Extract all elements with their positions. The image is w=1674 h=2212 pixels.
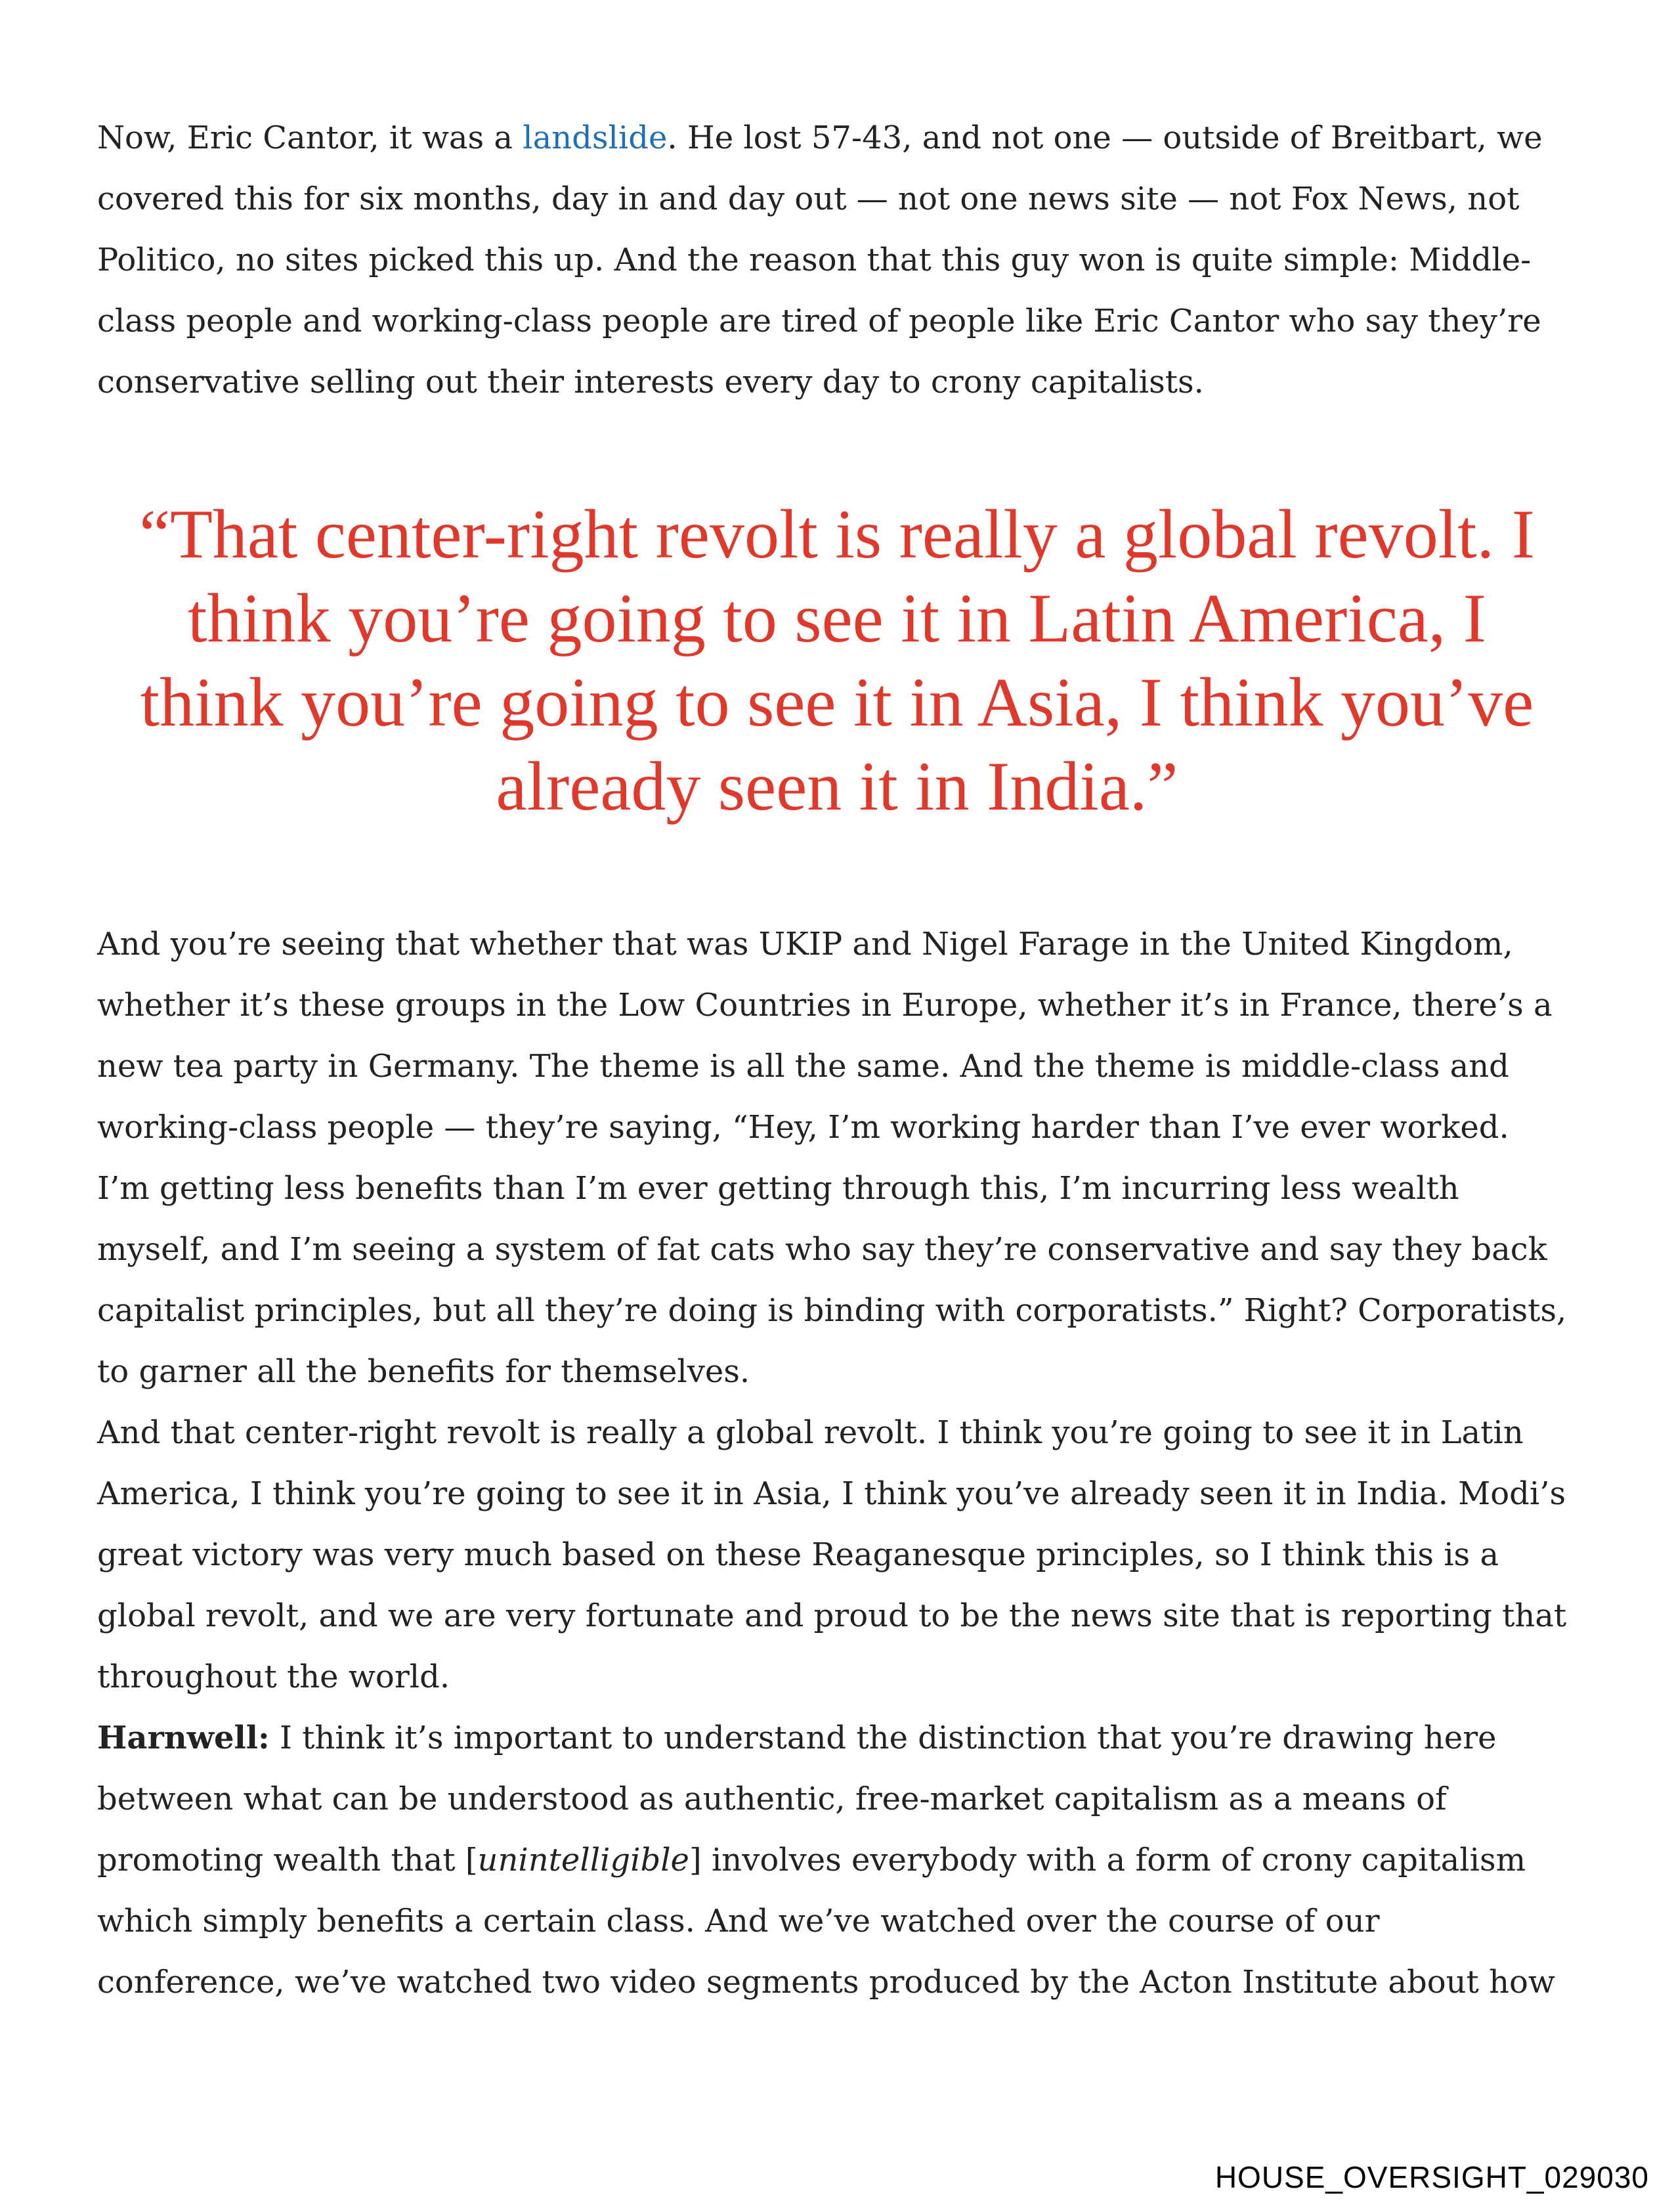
body-paragraph-3: And that center-right revolt is really a global revolt. I think you’re going to see it in Latin America, I think you’re going to see it in Asia, I think you’ve already seen it in India. Modi’s great victory was very much based on these Reaganesque principles, so I think this is a global revolt, and we are very fortunate and proud to be the news site that is reporting that throughout the world. [97, 1414, 1567, 1695]
paragraph-text: . He lost 57-43, and not one — outside of Breitbart, we covered this for six months, day in and day out — not one news site — not Fox News, not Politico, no sites picked this up. And the reason that this guy won is quite simple: Middle-class people and working-class people are tired of people like Eric Cantor who say they’re conservative selling out their interests every day to crony capitalists. [97, 119, 1543, 401]
document-id-footer: HOUSE_OVERSIGHT_029030 [1214, 2160, 1649, 2194]
paragraph-text: I think it’s important to understand the distinction that you’re drawing here between what can be understood as authentic, free-market capitalism as a means of promoting wealth that [ [97, 1720, 1497, 1878]
pull-quote: “That center-right revolt is really a global revolt. I think you’re going to see it in Latin America, I think you’re going to see it in Asia, I think you’ve already seen it in India.” [139, 496, 1535, 825]
italic-note: unintelligible [477, 1842, 689, 1878]
body-paragraph-2: And you’re seeing that whether that was UKIP and Nigel Farage in the United Kingdom, whether it’s these groups in the Low Countries in Europe, whether it’s in France, there’s a new tea party in Germany. The theme is all the same. And the theme is middle-class and working-class people — they’re saying, “Hey, I’m working harder than I’ve ever worked. I’m getting less benefits than I’m ever getting through this, I’m incurring less wealth myself, and I’m seeing a system of fat cats who say they’re conservative and say they back capitalist principles, but all they’re doing is binding with corporatists.” Right? Corporatists, to garner all the benefits for themselves. [97, 926, 1567, 1390]
paragraph-text: ] involves everybody with a form of crony capitalism which simply benefits a certain class. And we’ve watched over the course of our conference, we’ve watched two video segments produced by the Acton Institute about how [97, 1842, 1555, 2001]
landslide-link[interactable]: landslide [523, 119, 668, 156]
paragraph-text: Now, Eric Cantor, it was a [97, 119, 523, 156]
body-paragraph-1 [97, 108, 1568, 413]
body-paragraph-4 [97, 1708, 1568, 2013]
body-text-block [97, 914, 1568, 2013]
speaker-label: Harnwell: [97, 1720, 270, 1756]
